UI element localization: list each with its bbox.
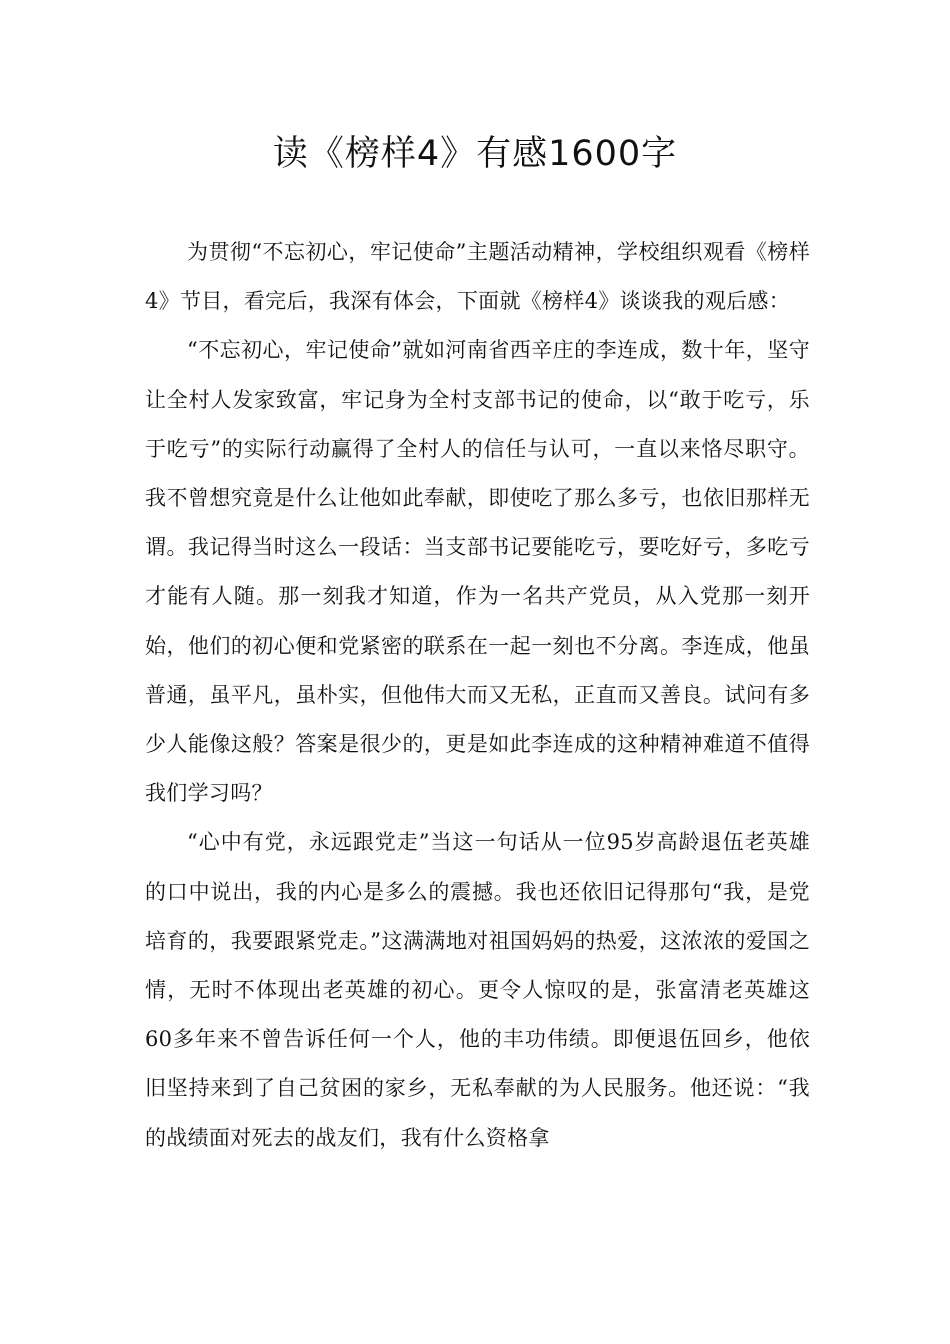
paragraph-li-liancheng: “不忘初心，牢记使命”就如河南省西辛庄的李连成，数十年，坚守让全村人发家致富，牢记身为全村支部书记的使命，以“敢于吃亏，乐于吃亏”的实际行动赢得了全村人的信任与认可，一直以来恪尽职守。我不曾想究竟是什么让他如此奉献，即使吃了那么多亏，也依旧那样无谓。我记得当时这么一段话：当支部书记要能吃亏，要吃好亏，多吃亏才能有人随。那一刻我才知道，作为一名共产党员，从入党那一刻开始，他们的初心便和党紧密的联系在一起一刻也不分离。李连成，他虽普通，虽平凡，虽朴实，但他伟大而又无私，正直而又善良。试问有多少人能像这般？答案是很少的，更是如此李连成的这种精神难道不值得我们学习吗？ — [145, 338, 810, 806]
paragraph-intro: 为贯彻“不忘初心，牢记使命”主题活动精神，学校组织观看《榜样4》节目，看完后，我深有体会，下面就《榜样4》谈谈我的观后感： — [145, 240, 810, 314]
document-title: 读《榜样4》有感1600字 — [272, 134, 678, 174]
paragraph-zhang-fuqing: “心中有党，永远跟党走”当这一句话从一位95岁高龄退伍老英雄的口中说出，我的内心是多么的震撼。我也还依旧记得那句“我，是党培育的，我要跟紧党走。”这满满地对祖国妈妈的热爱，这浓浓的爱国之情，无时不体现出老英雄的初心。更令人惊叹的是，张富清老英雄这60多年来不曾告诉任何一个人，他的丰功伟绩。即便退伍回乡，他依旧坚持来到了自己贫困的家乡，无私奉献的为人民服务。他还说：“我的战绩面对死去的战友们，我有什么资格拿 — [145, 830, 810, 1150]
document-body — [145, 228, 810, 1163]
